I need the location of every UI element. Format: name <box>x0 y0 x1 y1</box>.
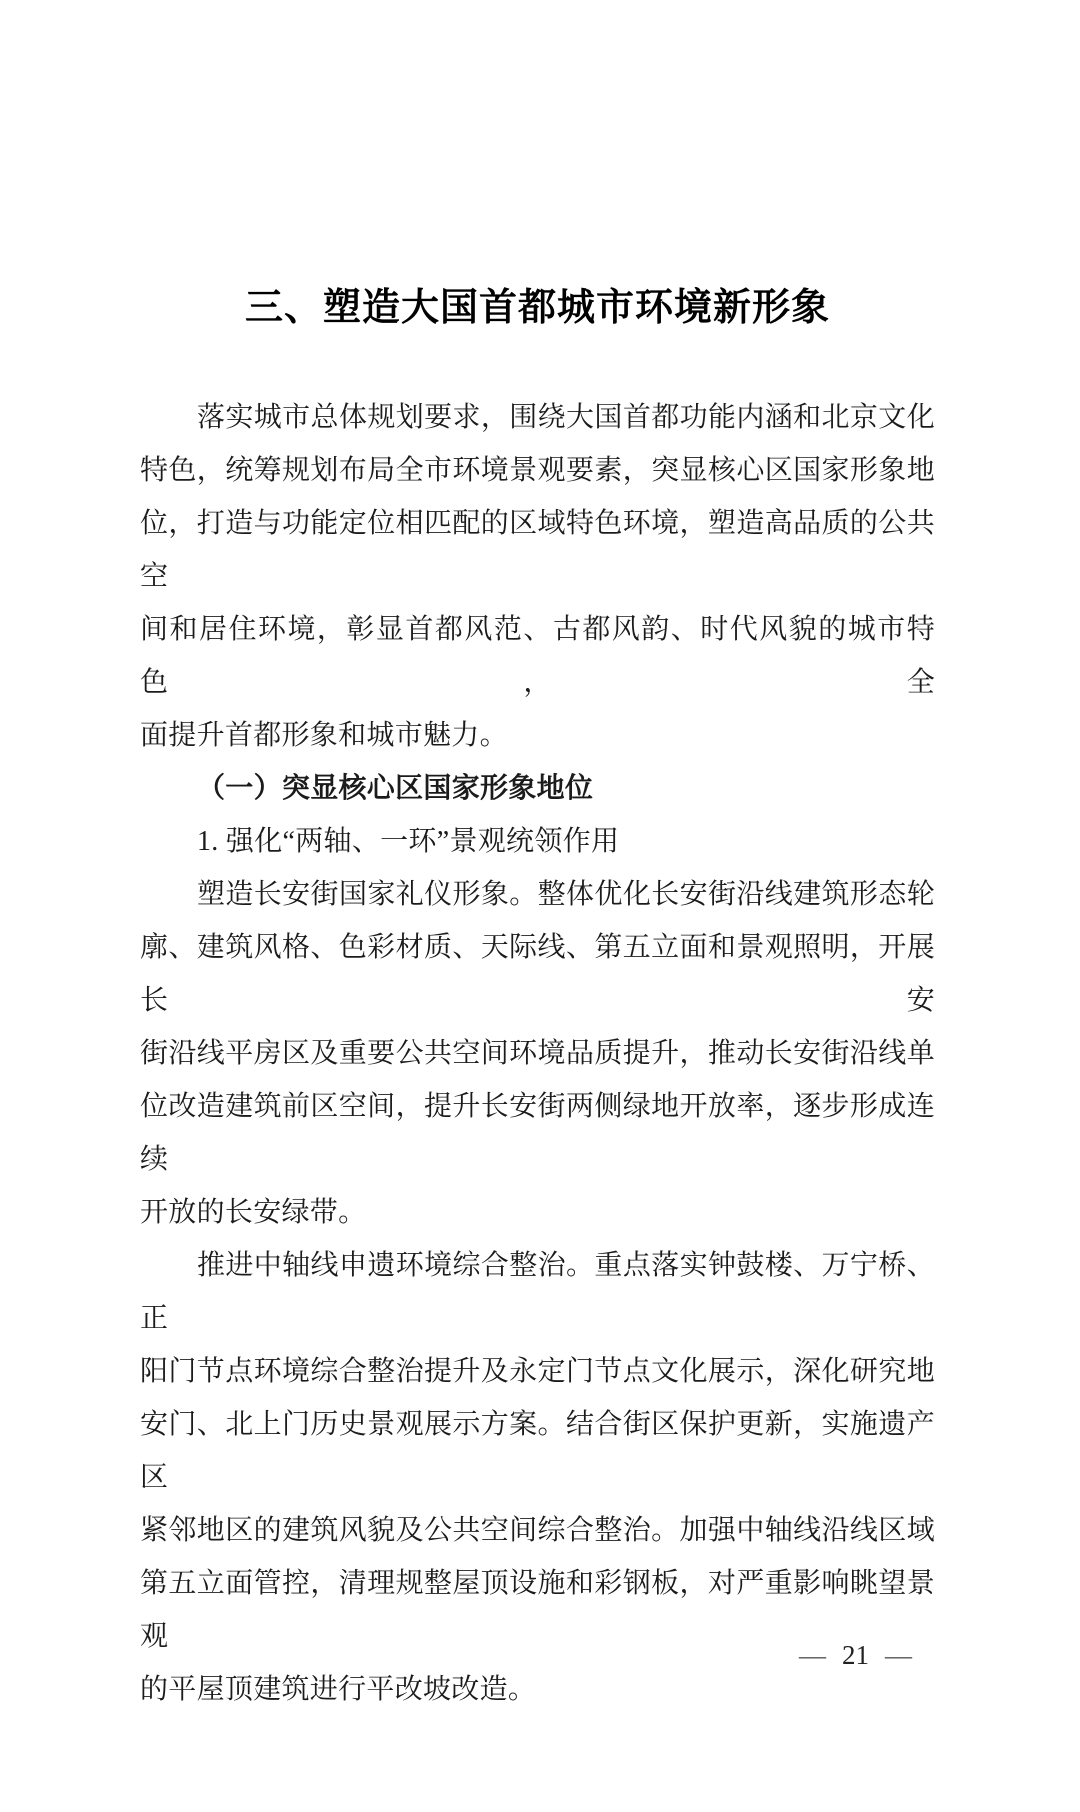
text-line: 落实城市总体规划要求，围绕大国首都功能内涵和北京文化 <box>197 402 935 433</box>
page-title: 三、塑造大国首都城市环境新形象 <box>244 287 830 329</box>
text-line: 的平屋顶建筑进行平改坡改造。 <box>140 1674 537 1705</box>
text-line: 廓、建筑风格、色彩材质、天际线、第五立面和景观照明，开展长安 <box>140 932 935 1016</box>
page-number <box>799 1637 912 1673</box>
text-line: 紧邻地区的建筑风貌及公共空间综合整治。加强中轴线沿线区域 <box>140 1515 935 1546</box>
text-line: 面提升首都形象和城市魅力。 <box>140 720 508 751</box>
text-line: 安门、北上门历史景观展示方案。结合街区保护更新，实施遗产区 <box>140 1409 935 1493</box>
subsection-heading: 1. 强化“两轴、一环”景观统领作用 <box>197 826 620 857</box>
text-line: 推进中轴线申遗环境综合整治。重点落实钟鼓楼、万宁桥、正 <box>140 1250 935 1334</box>
page-number-dash-left: — <box>799 1640 826 1670</box>
text-line: 位改造建筑前区空间，提升长安街两侧绿地开放率，逐步形成连续 <box>140 1091 935 1175</box>
text-line: 阳门节点环境综合整治提升及永定门节点文化展示，深化研究地 <box>140 1356 935 1387</box>
document-body <box>140 391 935 1716</box>
text-line: 位，打造与功能定位相匹配的区域特色环境，塑造高品质的公共空 <box>140 508 935 592</box>
page-number-value: 21 <box>842 1640 869 1670</box>
text-line: 第五立面管控，清理规整屋顶设施和彩钢板，对严重影响眺望景观 <box>140 1568 935 1652</box>
text-line: 开放的长安绿带。 <box>140 1197 367 1228</box>
text-line: 特色，统筹规划布局全市环境景观要素，突显核心区国家形象地 <box>140 455 935 486</box>
text-line: 间和居住环境，彰显首都风范、古都风韵、时代风貌的城市特色，全 <box>140 614 935 698</box>
page-number-dash-right: — <box>885 1640 912 1670</box>
section-heading: （一）突显核心区国家形象地位 <box>197 773 594 804</box>
text-line: 塑造长安街国家礼仪形象。整体优化长安街沿线建筑形态轮 <box>197 879 935 910</box>
text-line: 街沿线平房区及重要公共空间环境品质提升，推动长安街沿线单 <box>140 1038 935 1069</box>
